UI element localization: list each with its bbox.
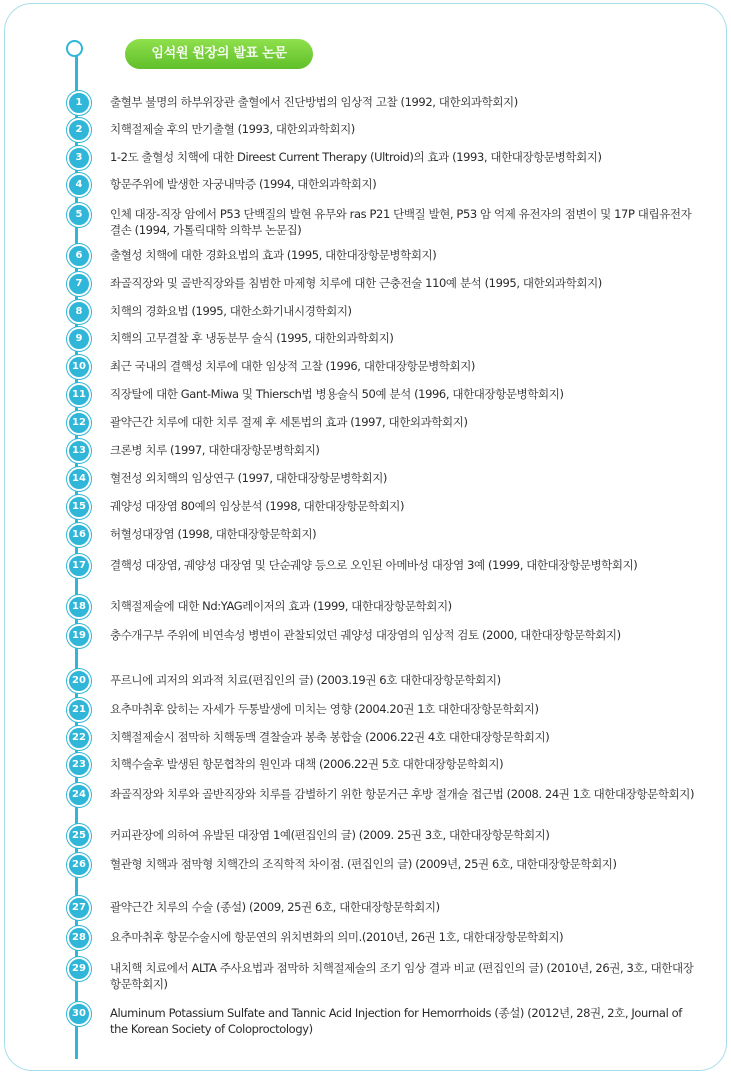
paper-number-badge: 25 <box>67 824 91 848</box>
paper-citation: Aluminum Potassium Sulfate and Tannic Acid Injection for Hemorrhoids (종설) (2012년, 28권, 2호, Journal of the Korean Society of Coloproctology) <box>110 1006 682 1036</box>
paper-number-badge: 6 <box>67 244 91 268</box>
paper-number-badge: 11 <box>67 383 91 407</box>
paper-number-badge: 1 <box>67 91 91 115</box>
paper-citation: 크론병 치루 (1997, 대한대장항문병학회지) <box>110 443 320 457</box>
paper-citation: 출혈부 불명의 하부위장관 출혈에서 진단방법의 임상적 고찰 (1992, 대한외과학회지) <box>110 95 518 109</box>
paper-citation: 치핵절제술 후의 만기출혈 (1993, 대한외과학회지) <box>110 122 355 136</box>
paper-citation: 커피관장에 의하여 유발된 대장염 1예(편집인의 글) (2009. 25권 3호, 대한대장항문학회지) <box>110 828 550 842</box>
paper-number-badge: 27 <box>67 896 91 920</box>
paper-number-badge: 19 <box>67 624 91 648</box>
paper-citation: 혈관형 치핵과 점막형 치핵간의 조직학적 차이점. (편집인의 글) (2009년, 25권 6호, 대한대장항문학회지) <box>110 857 617 871</box>
page-title: 임석원 원장의 발표 논문 <box>125 39 313 69</box>
paper-number-badge: 3 <box>67 146 91 170</box>
paper-number-badge: 2 <box>67 118 91 142</box>
paper-number-badge: 23 <box>67 753 91 777</box>
paper-number-badge: 9 <box>67 327 91 351</box>
paper-number-badge: 16 <box>67 523 91 547</box>
paper-number-badge: 14 <box>67 467 91 491</box>
paper-citation: 궤양성 대장염 80예의 임상분석 (1998, 대한대장항문학회지) <box>110 499 405 513</box>
publication-panel <box>4 3 727 1071</box>
paper-citation: 좌골직장와 치루와 골반직장와 치루를 감별하기 위한 항문거근 후방 절개술 접근법 (2008. 24권 1호 대한대장항문학회지) <box>110 787 695 801</box>
paper-number-badge: 15 <box>67 495 91 519</box>
paper-citation: 결핵성 대장염, 궤양성 대장염 및 단순궤양 등으로 오인된 아메바성 대장염 3예 (1999, 대한대장항문병학회지) <box>110 558 638 572</box>
paper-citation: 최근 국내의 결핵성 치루에 대한 임상적 고찰 (1996, 대한대장항문병학회지) <box>110 359 475 373</box>
paper-citation: 출혈성 치핵에 대한 경화요법의 효과 (1995, 대한대장항문병학회지) <box>110 248 437 262</box>
paper-number-badge: 28 <box>67 926 91 950</box>
paper-number-badge: 22 <box>67 726 91 750</box>
paper-citation: 내치핵 치료에서 ALTA 주사요법과 점막하 치핵절제술의 조기 임상 결과 비교 (편집인의 글) (2010년, 26권, 3호, 대한대장항문학회지) <box>110 961 694 991</box>
paper-citation: 직장탈에 대한 Gant-Miwa 및 Thiersch법 병용술식 50예 분석 (1996, 대한대장항문병학회지) <box>110 387 564 401</box>
paper-citation: 항문주위에 발생한 자궁내막증 (1994, 대한외과학회지) <box>110 177 377 191</box>
paper-citation: 좌골직장와 및 골반직장와를 침범한 마제형 치루에 대한 근충전술 110예 분석 (1995, 대한외과학회지) <box>110 276 602 290</box>
paper-citation: 인체 대장-직장 암에서 P53 단백질의 발현 유무와 ras P21 단백질 발현, P53 암 억제 유전자의 점변이 및 17P 대립유전자 결손 (1994, 가톨릭대학 의학부 논문집) <box>110 207 692 237</box>
paper-number-badge: 8 <box>67 300 91 324</box>
paper-citation: 괄약근간 치루의 수술 (종설) (2009, 25권 6호, 대한대장항문학회지) <box>110 900 440 914</box>
paper-citation: 푸르니에 괴저의 외과적 치료(편집인의 글) (2003.19권 6호 대한대장항문학회지) <box>110 673 501 687</box>
paper-citation: 충수개구부 주위에 비연속성 병변이 관찰되었던 궤양성 대장염의 임상적 검토 (2000, 대한대장항문학회지) <box>110 628 621 642</box>
paper-citation: 괄약근간 치루에 대한 치루 절제 후 세톤법의 효과 (1997, 대한외과학회지) <box>110 415 468 429</box>
paper-number-badge: 7 <box>67 272 91 296</box>
paper-number-badge: 4 <box>67 173 91 197</box>
paper-number-badge: 30 <box>67 1002 91 1026</box>
timeline-start-circle <box>66 40 83 57</box>
paper-number-badge: 21 <box>67 698 91 722</box>
paper-number-badge: 20 <box>67 669 91 693</box>
paper-citation: 혈전성 외치핵의 임상연구 (1997, 대한대장항문병학회지) <box>110 471 388 485</box>
paper-citation: 치핵의 경화요법 (1995, 대한소화기내시경학회지) <box>110 304 352 318</box>
paper-number-badge: 29 <box>67 957 91 981</box>
paper-number-badge: 26 <box>67 853 91 877</box>
paper-number-badge: 17 <box>67 554 91 578</box>
paper-citation: 치핵절제술시 점막하 치핵동맥 결찰술과 봉축 봉합술 (2006.22권 4호 대한대장항문학회지) <box>110 730 550 744</box>
paper-citation: 요추마취후 항문수술시에 항문연의 위치변화의 의미.(2010년, 26권 1호, 대한대장항문학회지) <box>110 930 564 944</box>
paper-number-badge: 5 <box>67 203 91 227</box>
paper-citation: 허혈성대장염 (1998, 대한대장항문학회지) <box>110 527 317 541</box>
paper-citation: 치핵절제술에 대한 Nd:YAG레이저의 효과 (1999, 대한대장항문학회지) <box>110 599 452 613</box>
paper-number-badge: 10 <box>67 355 91 379</box>
paper-citation: 치핵의 고무결찰 후 냉동분무 술식 (1995, 대한외과학회지) <box>110 331 394 345</box>
paper-citation: 1-2도 출혈성 치핵에 대한 Direest Current Therapy (Ultroid)의 효과 (1993, 대한대장항문병학회지) <box>110 150 602 164</box>
paper-number-badge: 24 <box>67 783 91 807</box>
paper-number-badge: 13 <box>67 439 91 463</box>
paper-number-badge: 18 <box>67 595 91 619</box>
paper-citation: 요추마취후 앉히는 자세가 두통발생에 미치는 영향 (2004.20권 1호 대한대장항문학회지) <box>110 702 539 716</box>
paper-citation: 치핵수술후 발생된 항문협착의 원인과 대책 (2006.22권 5호 대한대장항문학회지) <box>110 757 504 771</box>
paper-number-badge: 12 <box>67 411 91 435</box>
